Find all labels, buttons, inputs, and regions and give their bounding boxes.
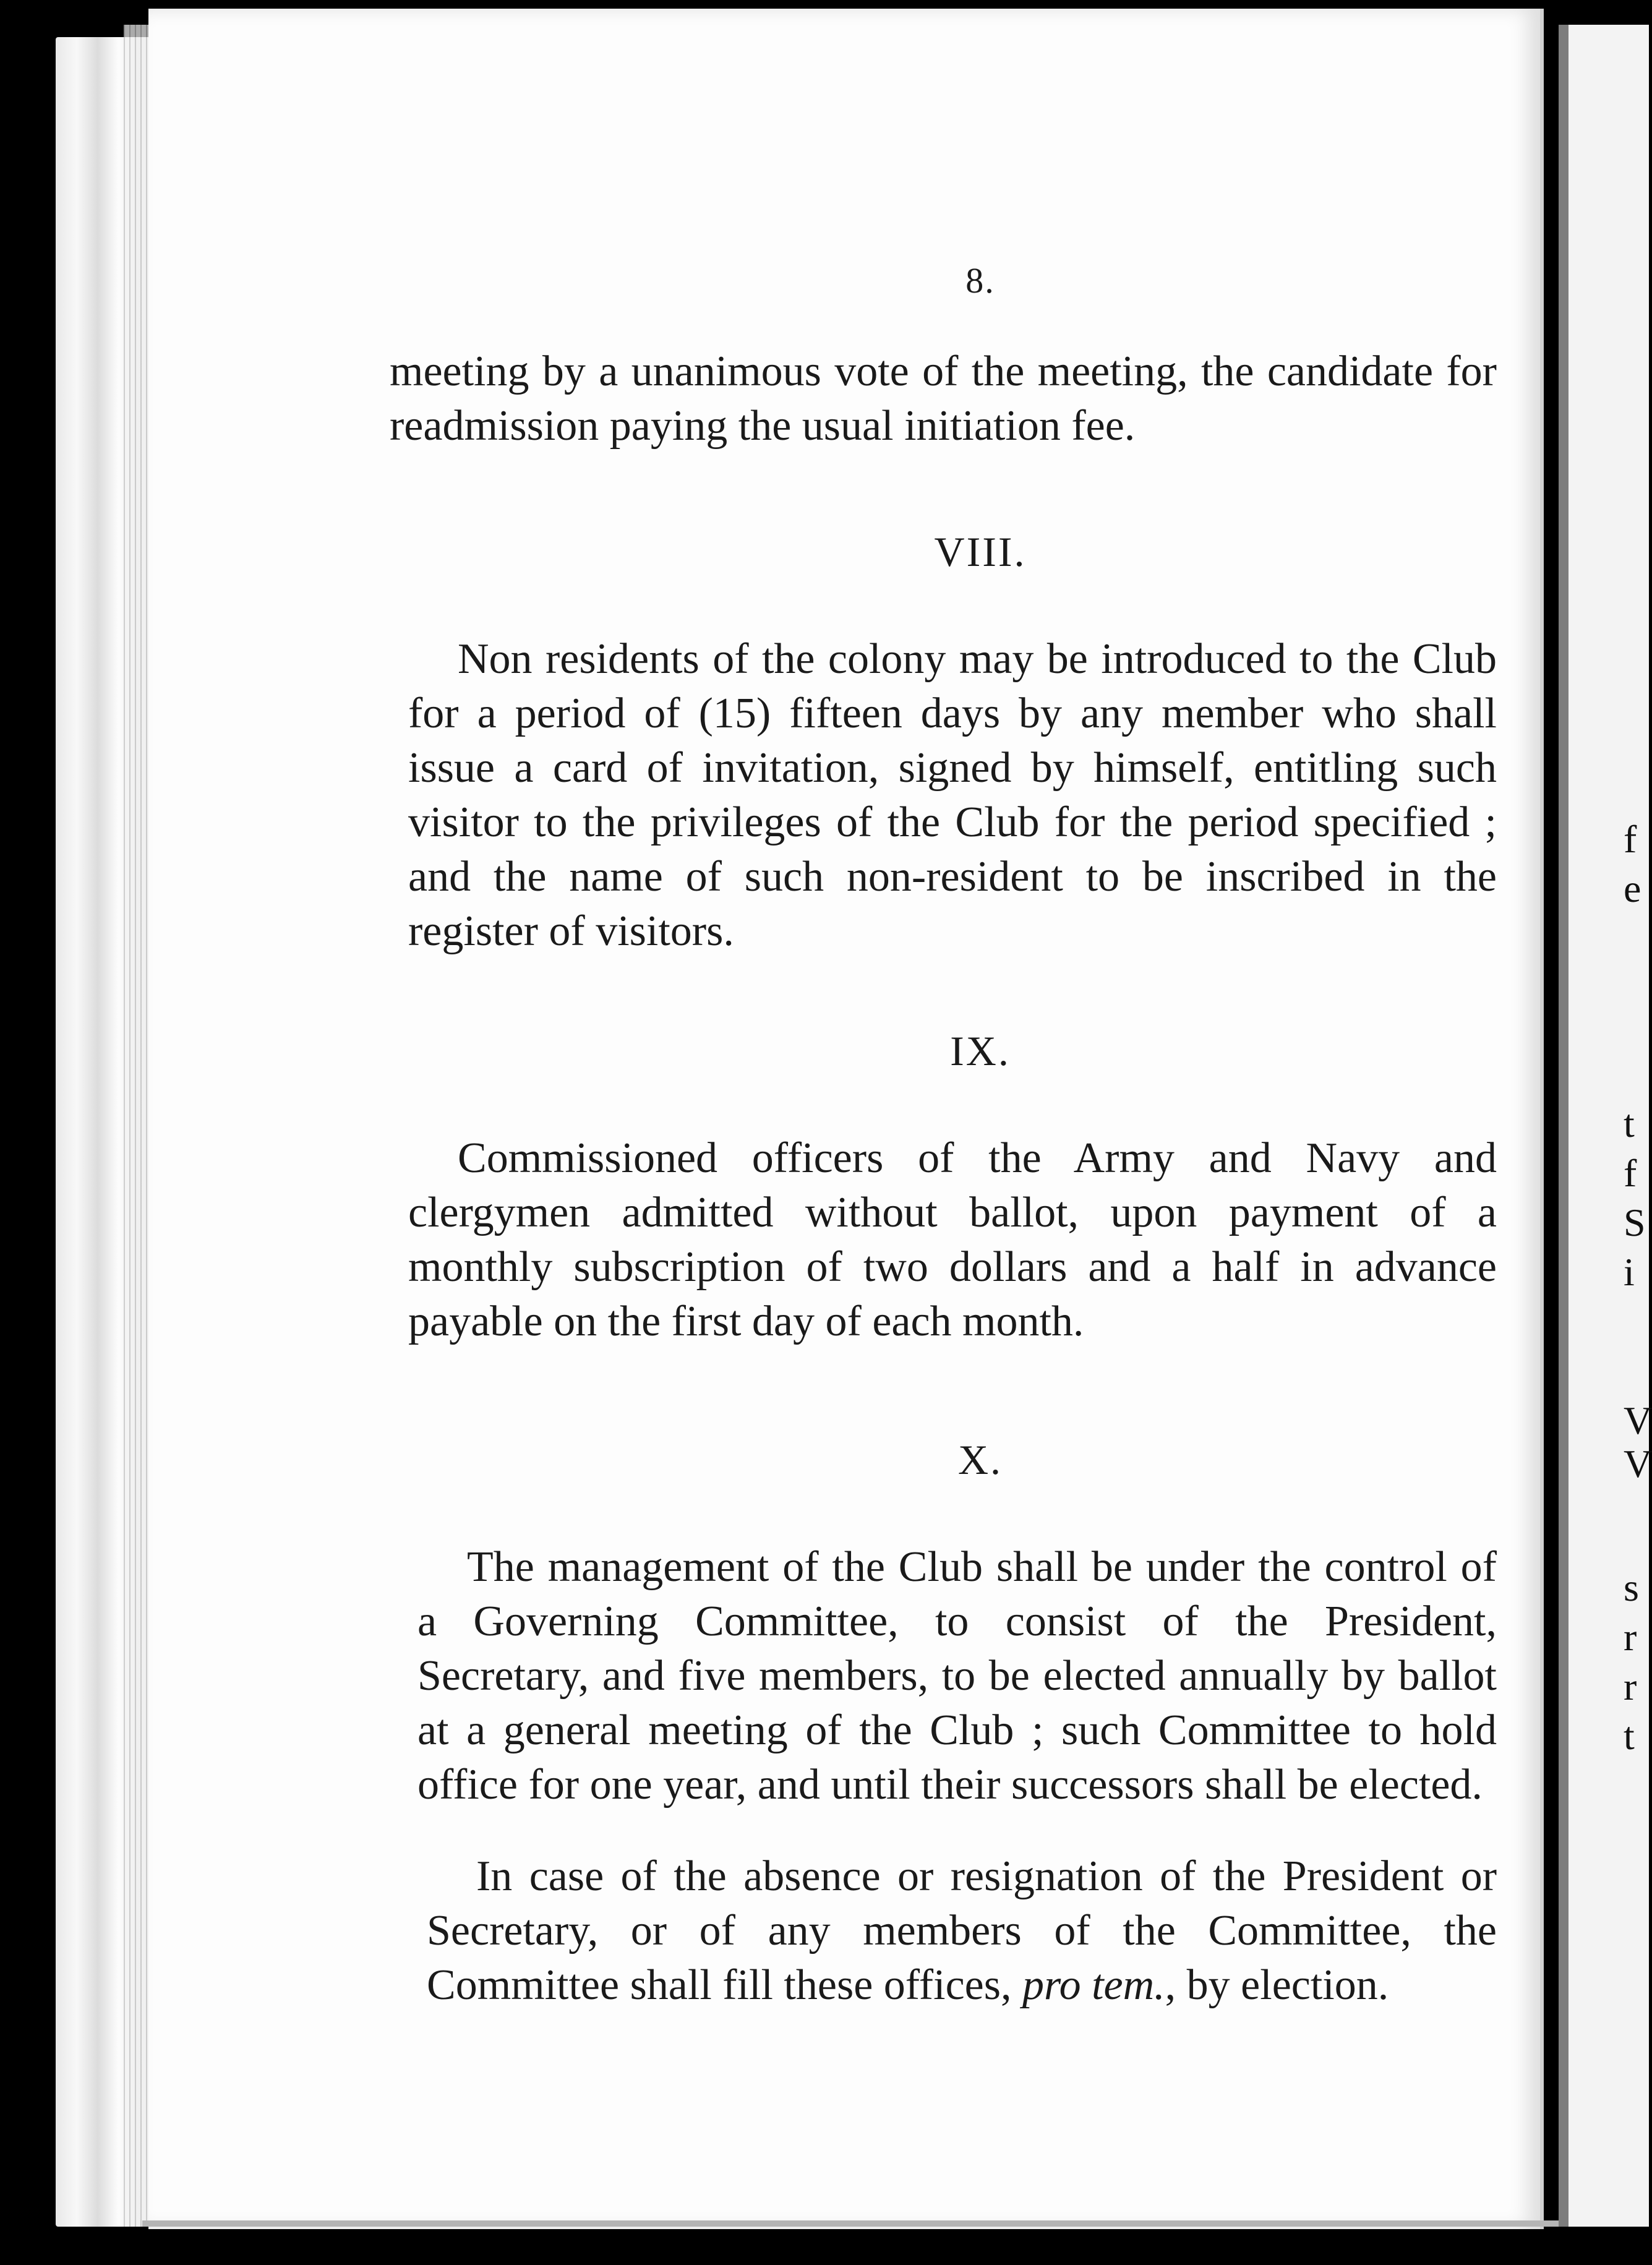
page-number: 8.: [965, 260, 995, 301]
section-heading-viii: VIII.: [934, 528, 1027, 575]
section-viii-paragraph: Non residents of the colony may be introduced to the Club for a period of (15) fifteen days by any member who shall issue a card of invitation, signed by himself, entitling such visitor to the privileges of the Club for the period specified ; and the name of such non-resident to be inscribed in the register of visitors.: [408, 635, 1497, 955]
pro-tem-italic: pro tem.: [1022, 1961, 1165, 2009]
section-x-paragraph-2-tail: , by election.: [1165, 1961, 1389, 2009]
section-heading-x: X.: [957, 1436, 1003, 1483]
facing-page-text-fragments: f e t f S i V V s r r t: [1624, 817, 1652, 1758]
section-x-paragraph-2: [427, 1849, 1497, 2013]
section-x-paragraph-1: The management of the Club shall be under the control of a Governing Committee, to consist of the President, Secretary, and five members, to be elected annually by ballot at a general meeting of the Club ; such Committee to hold office for one year, and until their successors shall be elected.: [417, 1543, 1497, 1809]
section-heading-ix: IX.: [950, 1027, 1011, 1074]
page-content: [390, 260, 1497, 2013]
section-ix-paragraph: Commissioned officers of the Army and Navy and clergymen admitted without ballot, upon payment of a monthly subscription of two dollars and a half in advance payable on the first day of each month.: [408, 1134, 1497, 1345]
intro-paragraph: meeting by a unanimous vote of the meeting, the candidate for readmission paying the usual initiation fee.: [390, 348, 1497, 450]
section-x-paragraph-2-lead: In case of the absence or resignation of the President or Secretary, or of any members of the Committee, the Committee shall fill these offices,: [427, 1852, 1497, 2009]
page-bottom-edge: [142, 2220, 1559, 2227]
